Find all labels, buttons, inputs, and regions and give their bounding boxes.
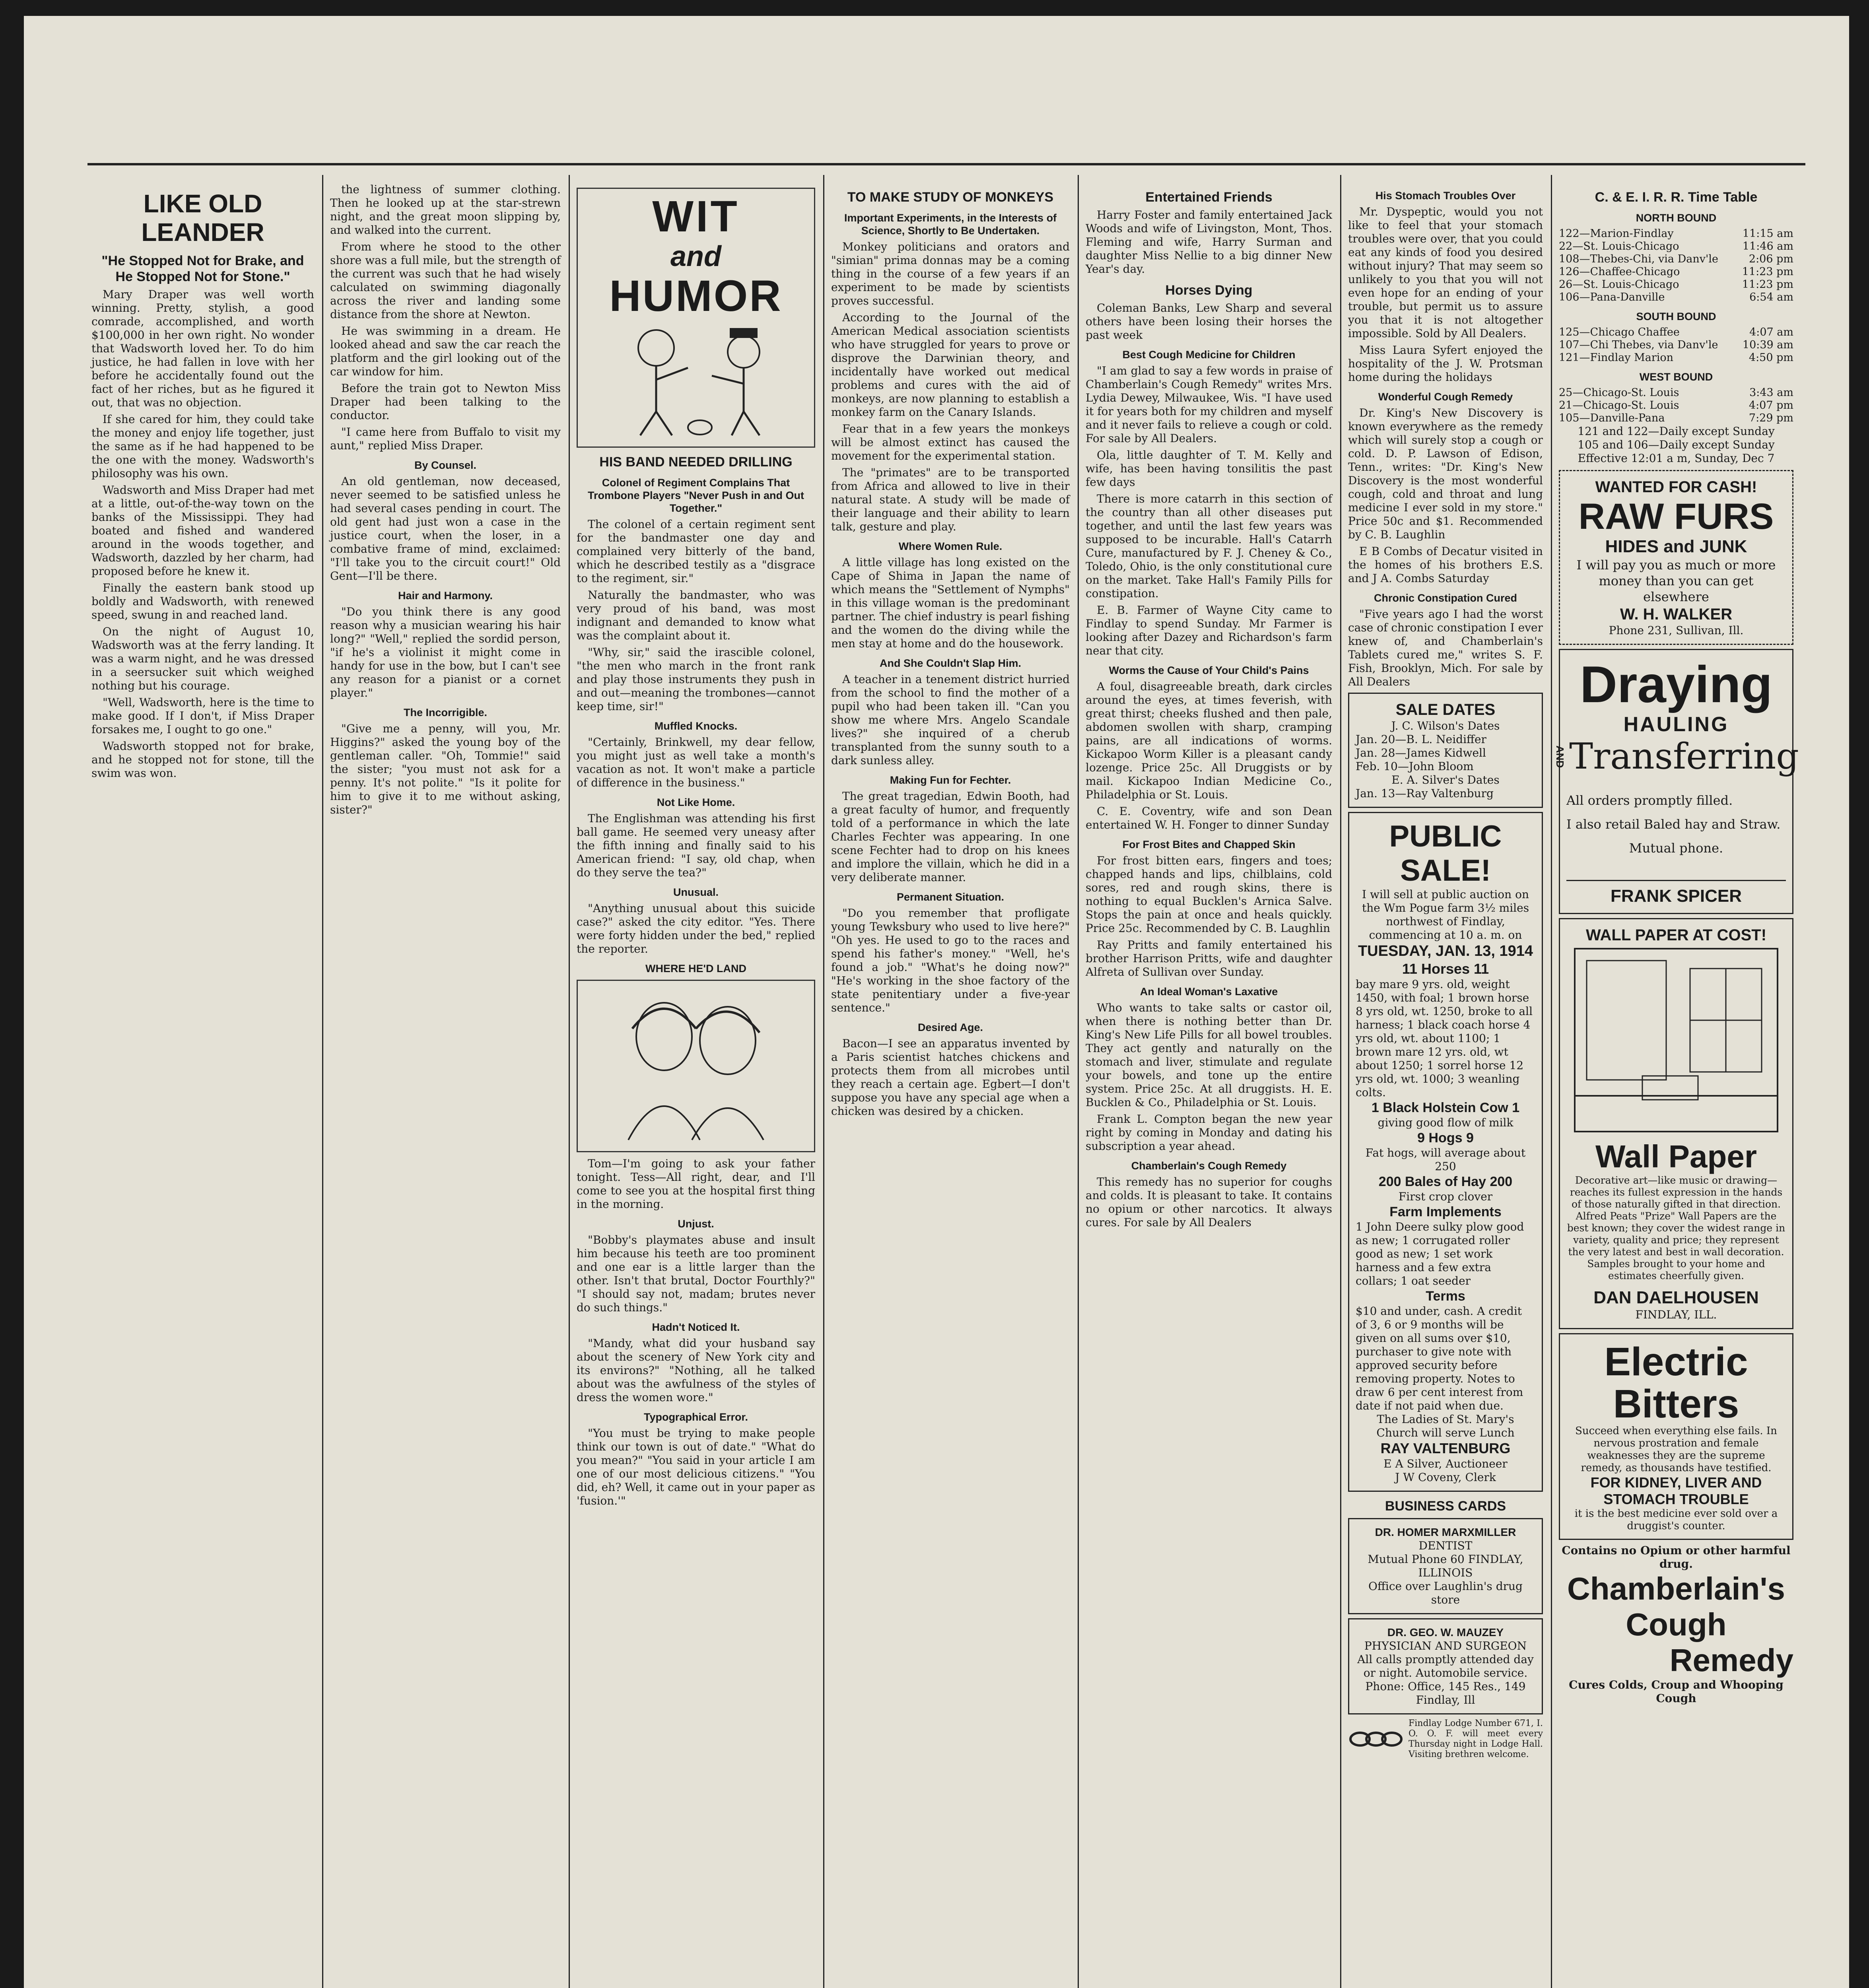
train-name: 21—Chicago-St. Louis [1559,399,1679,412]
wall-town: FINDLAY, ILL. [1635,1308,1717,1321]
paragraph: The Englishman was attending his first ball game. He seemed very uneasy after the fifth inning and finally said to his American friend: "I say, old chap, when do they serve the tea?" [577,812,815,879]
cham-title: Remedy [1669,1642,1793,1678]
transferring-row [1554,736,1799,777]
card-office: Office over Laughlin's drug store [1368,1580,1523,1606]
card-title: PHYSICIAN AND SURGEON [1364,1639,1527,1652]
section-heading: Unusual. [673,886,719,898]
paragraph: "Why, sir," said the irascible colonel, "the men who march in the front rank and play those instruments they push in and out—meaning the trombones—cannot keep time, sir!" [577,646,815,713]
timetable-section: NORTH BOUND [1636,212,1717,224]
train-name: 25—Chicago-St. Louis [1559,386,1679,399]
section-heading: Permanent Situation. [896,891,1004,903]
column-3 [577,183,815,1988]
table-row [1559,266,1793,278]
public-sale-item: 200 Bales of Hay 200 [1378,1174,1513,1189]
column-7 [1554,183,1799,1988]
elec-text: it is the best medicine ever sold over a druggist's counter. [1574,1508,1778,1532]
column-2 [330,183,561,1988]
wall-title: Wall Paper [1595,1139,1757,1174]
elec-for: FOR KIDNEY, LIVER AND STOMACH TROUBLE [1590,1474,1762,1507]
table-row [1559,351,1793,364]
and-vertical: AND [1554,745,1566,768]
section-heading: Unjust. [678,1218,714,1230]
section-heading: And She Couldn't Slap Him. [880,657,1021,669]
train-time: 4:07 pm [1749,399,1793,412]
article-title: LIKE OLD LEANDER [141,189,264,247]
section-heading: By Counsel. [414,459,477,471]
paragraph: Mr. Dyspeptic, would you not like to feel that your stomach troubles were over, that you could eat any kinds of food you desired without injury? That may seem so unlikely to you that you will not even hope for an ending of your trouble, but permit us to assure you that it is not altogether impossible. Sold by All Dealers. [1348,205,1543,340]
paragraph: On the night of August 10, Wadsworth was at the ferry landing. It was a warm night, and he was dressed in a seersucker suit which weighed nothing but his courage. [91,625,314,692]
raw-furs-ad [1559,470,1793,645]
public-sale-text: 1 John Deere sulky plow good as new; 1 corrugated roller good as new; 1 set work harness and a few extra collars; 1 oat seeder [1356,1220,1524,1287]
table-row [1559,253,1793,266]
timetable-section: WEST BOUND [1639,371,1713,383]
train-name: 125—Chicago Chaffee [1559,326,1680,338]
train-time: 4:50 pm [1749,351,1793,364]
business-card [1348,1618,1543,1714]
timetable-note: 105 and 106—Daily except Sunday [1578,438,1775,451]
elec-text: Succeed when everything else fails. In nervous prostration and female weaknesses they are the supreme remedy, as thousands have testified. [1575,1425,1777,1474]
train-name: 106—Pana-Danville [1559,291,1665,303]
timetable-section: SOUTH BOUND [1636,311,1716,322]
paragraph: The "primates" are to be transported from Africa and allowed to live in their natural state. A study will be made of their language and their ability to learn talk, gesture and play. [831,466,1070,533]
table-row [1559,227,1793,240]
paragraph: "I came here from Buffalo to visit my aunt," replied Miss Draper. [330,425,561,452]
section-heading: Entertained Friends [1145,190,1273,205]
train-name: 122—Marion-Findlay [1559,227,1674,240]
card-name: DR. HOMER MARXMILLER [1375,1526,1516,1538]
paragraph: Tom—I'm going to ask your father tonight. Tess—All right, dear, and I'll come to see you at the hospital first thing in the morning. [577,1157,815,1211]
cartoon-caption: HIS BAND NEEDED DRILLING [599,454,793,470]
timetable-note: 121 and 122—Daily except Sunday [1578,425,1775,438]
train-time: 11:23 pm [1742,278,1793,291]
public-sale-auctioneer: E A Silver, Auctioneer [1383,1457,1508,1470]
cham-title: Cough [1626,1607,1727,1642]
lodge-notice [1348,1718,1543,1760]
card-name: DR. GEO. W. MAUZEY [1387,1626,1504,1639]
train-name: 22—St. Louis-Chicago [1559,240,1679,252]
train-name: 107—Chi Thebes, via Danv'le [1559,339,1718,351]
paragraph: "Bobby's playmates abuse and insult him because his teeth are too prominent and one ear is a little larger than the other. Isn't that brutal, Doctor Fourthly?" "I should say not, madam; brutes never do such things." [577,1233,815,1314]
hauling-title: HAULING [1623,713,1729,736]
card-info: Mutual Phone 60 FINDLAY, ILLINOIS [1368,1553,1523,1579]
paragraph: An old gentleman, now deceased, never seemed to be satisfied unless he had several cases pending in court. The old gent had just won a case in the justice court, when the loser, in a combative frame of mind, exclaimed: "I'll take you to the circuit court!" Old Gent—I'll be there. [330,475,561,582]
draying-owner: FRANK SPICER [1566,880,1786,907]
section-heading: His Stomach Troubles Over [1375,190,1516,202]
paragraph: Dr. King's New Discovery is known everywhere as the remedy which will surely stop a cough or cold. D. P. Lawson of Edison, Tenn., writes: "Dr. King's New Discovery is the most wonderful cough, cold and throat and lung medicine I ever sold in my store." Price 50c and $1. Recommended by C. B. Laughlin [1348,406,1543,541]
paragraph: A teacher in a tenement district hurried from the school to find the mother of a pupil who had been taken ill. "Can you show me where Mrs. Angelo Scandale lives?" she inquired of a cherub transplanted from the sunny south to a dark sunless alley. [831,673,1070,767]
public-sale-item: Terms [1426,1289,1465,1304]
train-time: 11:46 am [1742,240,1793,252]
section-heading: Worms the Cause of Your Child's Pains [1109,664,1309,676]
masthead-word: and [670,241,721,272]
section-heading: Chamberlain's Cough Remedy [1131,1160,1287,1172]
paragraph: For frost bitten ears, fingers and toes; chapped hands and lips, chilblains, cold sores, red and rough skins, there is nothing to equal Bucklen's Arnica Salve. Stops the pain at once and heals quickly. Price 25c. Recommended by C. B. Laughlin [1086,854,1332,935]
public-sale-item: 9 Hogs 9 [1417,1130,1474,1145]
public-sale-owner: RAY VALTENBURG [1380,1440,1511,1456]
paragraph: Coleman Banks, Lew Sharp and several others have been losing their horses the past week [1086,301,1332,342]
train-time: 11:23 pm [1742,266,1793,278]
paragraph: Ola, little daughter of T. M. Kelly and wife, has been having tonsilitis the past few days [1086,448,1332,489]
section-heading: WHERE HE'D LAND [645,963,746,975]
column-rule [569,175,570,1988]
train-name: 121—Findlay Marion [1559,351,1674,364]
public-sale-item: 1 Black Holstein Cow 1 [1371,1100,1520,1115]
section-heading: The Incorrigible. [403,707,488,718]
timetable-west [1559,386,1793,425]
public-sale-clerk: J W Coveny, Clerk [1395,1471,1496,1484]
opium-note: Contains no Opium or other harmful drug. [1562,1544,1791,1571]
furs-title: RAW FURS [1578,496,1774,537]
paragraph: Wadsworth and Miss Draper had met at a little, out-of-the-way town on the banks of the Mississippi. They had boated and fished and wandered around in the woods together, and Wadsworth, dazzled by her charm, had proposed before he knew it. [91,483,314,578]
article-subtitle: "He Stopped Not for Brake, and He Stopped Not for Stone." [101,253,304,284]
section-heading: An Ideal Woman's Laxative [1140,986,1278,998]
paragraph: E B Combs of Decatur visited in the homes of his brothers E.S. and J A. Combs Saturday [1348,545,1543,585]
couple-illustration [577,980,815,1152]
paragraph: The colonel of a certain regiment sent for the bandmaster one day and complained very bitterly of the band, which he described testily as a "disgrace to the regiment, sir." [577,518,815,585]
train-name: 108—Thebes-Chi, via Danv'le [1559,253,1718,265]
column-rule [322,175,323,1988]
timetable-north [1559,227,1793,304]
electric-bitters-ad [1559,1333,1793,1540]
furs-head: WANTED FOR CASH! [1595,478,1757,496]
paragraph: Finally the eastern bank stood up boldly and Wadsworth, with renewed speed, swung in and reached land. [91,581,314,621]
section-heading: Where Women Rule. [898,540,1002,552]
column-rule [1078,175,1079,1988]
public-sale-date: TUESDAY, JAN. 13, 1914 [1358,943,1533,959]
cham-tagline: Cures Colds, Croup and Whooping Cough [1569,1678,1784,1705]
wall-head: WALL PAPER AT COST! [1585,926,1767,944]
public-sale-item: 11 Horses 11 [1402,961,1489,977]
section-heading: Making Fun for Fechter. [890,774,1011,786]
train-time: 3:43 am [1749,386,1793,399]
paragraph: "Do you remember that profligate young Tewksbury who used to live here?" "Oh yes. He used to go to the races and spend his father's money." "Well, he's found a job." "What's he doing now?" "He's working in the shoe factory of the state penitentiary under a five-year sentence." [831,907,1070,1014]
train-time: 10:39 am [1742,339,1793,351]
lodge-text: Findlay Lodge Number 671, I. O. O. F. will meet every Thursday night in Lodge Hall. Visiting brethren welcome. [1409,1718,1543,1759]
section-heading: For Frost Bites and Chapped Skin [1122,839,1296,850]
public-sale-text: The Ladies of St. Mary's Church will serve Lunch [1376,1413,1515,1439]
section-heading: Horses Dying [1165,283,1253,298]
table-row [1559,399,1793,412]
business-card [1348,1518,1543,1614]
public-sale-text: Fat hogs, will average about 250 [1365,1146,1526,1173]
public-sale-text: $10 and under, cash. A credit of 3, 6 or 9 months will be given on all sums over $10, purchaser to give note with approved security before removing property. Notes to draw 6 per cent interest from date if not paid when due. [1356,1305,1523,1412]
wall-name: DAN DAELHOUSEN [1593,1288,1759,1307]
public-sale-text: giving good flow of milk [1377,1116,1513,1129]
timetable-south [1559,326,1793,364]
table-row [1559,326,1793,339]
column-6 [1348,183,1543,1988]
column-rule [823,175,824,1988]
paragraph: "Mandy, what did your husband say about the scenery of New York city and its environs?" "Nothing, all he talked about was the awfulness of the styles of dress the women wore." [577,1337,815,1404]
paragraph: "Certainly, Brinkwell, my dear fellow, you might just as well take a month's vacation as not. It won't make a particle of difference in the business." [577,736,815,789]
paragraph: Frank L. Compton began the new year right by coming in Monday and dating his subscription a year ahead. [1086,1112,1332,1153]
newspaper-page [24,16,1849,1988]
paragraph: "Give me a penny, will you, Mr. Higgins?" asked the young boy of the gentleman caller. "Oh, Tommie!" said the sister; "you must not ask for a penny. It's not polite." "Is it polite for him to give it to me without asking, sister?" [330,722,561,816]
sale-date-line: Jan. 13—Ray Valtenburg [1356,787,1494,800]
train-time: 11:15 am [1742,227,1793,240]
wall-text: Decorative art—like music or drawing—reaches its fullest expression in the hands of those naturally gifted in that direction. Alfred Peats "Prize" Wall Papers are the best known; they cover the widest range in variety, quality and price; they represent the very latest and best in wall decoration. Samples brought to your home and estimates cheerfully given. [1567,1175,1785,1281]
train-time: 4:07 am [1749,326,1793,338]
card-title: DENTIST [1418,1539,1473,1552]
wit-and-humor-masthead [577,188,815,448]
section-heading: Hadn't Noticed It. [652,1321,740,1333]
table-row [1559,291,1793,304]
paragraph: Mary Draper was well worth winning. Pretty, stylish, a good comrade, accomplished, and worth $100,000 in her own right. No wonder that Wadsworth loved her. To do him justice, he had fallen in love with her before he accidentally found out the fact of her riches, but as he figured it out, that was no objection. [91,288,314,409]
wall-paper-ad [1559,918,1793,1329]
furs-phone: Phone 231, Sullivan, Ill. [1609,624,1744,637]
paragraph: Miss Laura Syfert enjoyed the hospitality of the J. W. Protsman home during the holidays [1348,344,1543,384]
paragraph: Wadsworth stopped not for brake, and he stopped not for stone, till the swim was won. [91,740,314,780]
paragraph: C. E. Coventry, wife and son Dean entertained W. H. Fonger to dinner Sunday [1086,805,1332,831]
table-row [1559,240,1793,253]
draying-text: All orders promptly filled. [1566,793,1733,808]
section-heading: Desired Age. [917,1021,983,1033]
section-heading: Typographical Error. [643,1411,748,1423]
room-interior-illustration [1571,945,1782,1136]
paragraph: Who wants to take salts or castor oil, when there is nothing better than Dr. King's New Life Pills for all bowel troubles. They act gently and naturally on the stomach and liver, stimulate and regulate your bowels, and tone up the entire system. Price 25c. At all druggists. H. E. Bucklen & Co., Philadelphia or St. Louis. [1086,1001,1332,1109]
paragraph: He was swimming in a dream. He looked ahead and saw the car reach the platform and the girl looking out of the car window for him. [330,324,561,378]
sale-date-line: Jan. 28—James Kidwell [1356,746,1486,759]
furs-name: W. H. WALKER [1620,606,1733,623]
public-sale-text: bay mare 9 yrs. old, weight 1450, with foal; 1 brown horse 8 yrs old, wt. 1250, broke to all harness; 1 black coach horse 4 yrs old, wt. about 1100; 1 brown mare 12 yrs. old, wt about 1250; 1 sorrel horse 12 yrs old, wt. 1000; 3 weanling colts. [1356,978,1533,1099]
train-time: 7:29 pm [1749,412,1793,424]
column-1 [91,183,314,1988]
cham-title: Chamberlain's [1567,1571,1785,1606]
public-sale-intro: I will sell at public auction on the Wm Pogue farm 3½ miles northwest of Findlay, commencing at 10 a. m. on [1362,888,1529,942]
draying-ad [1554,649,1799,914]
train-name: 126—Chaffee-Chicago [1559,266,1680,278]
article-deck: Colonel of Regiment Complains That Trombone Players "Never Push in and Out Together." [588,477,804,514]
sale-dates-title: SALE DATES [1395,701,1496,718]
section-heading: Best Cough Medicine for Children [1122,349,1296,361]
public-sale-ad [1348,812,1543,1492]
sale-dates-heading: J. C. Wilson's Dates [1391,719,1500,732]
section-heading: Muffled Knocks. [654,720,738,732]
furs-text: I will pay you as much or more money than you can get elsewhere [1576,557,1776,604]
table-row [1559,278,1793,291]
train-time: 6:54 am [1749,291,1793,303]
draying-text: Mutual phone. [1629,841,1723,856]
column-rule [1551,175,1552,1988]
paragraph: A little village has long existed on the Cape of Shima in Japan the name of which means the "Settlement of Nymphs" in this village woman is the predominant partner. The chief industry is pearl fishing and the women do the diving while the men stay at home and do the housework. [831,556,1070,650]
paragraph: Naturally the bandmaster, who was very proud of his band, was most indignant and demanded to know what was the complaint about it. [577,588,815,642]
section-heading: Not Like Home. [657,796,735,808]
card-info: All calls promptly attended day or night. Automobile service. [1357,1653,1534,1679]
public-sale-text: First crop clover [1398,1190,1493,1203]
masthead-word: HUMOR [609,272,783,320]
paragraph: Harry Foster and family entertained Jack Woods and wife of Livingston, Mont, Thos. Fleming and wife, Harry Surman and daughter Miss Nellie to a big dinner New Year's day. [1086,208,1332,276]
paragraph: "You must be trying to make people think our town is out of date." "What do you mean?" "You said in your article I am one of our most delicious citizens." "You did, eh? Well, it came out in your paper as 'fusion.'" [577,1427,815,1507]
section-heading: Wonderful Cough Remedy [1378,391,1513,403]
masthead-word: WIT [652,192,740,241]
sale-dates-box [1348,693,1543,808]
paragraph: Bacon—I see an apparatus invented by a Paris scientist hatches chickens and protects them from all microbes until they reach a certain age. Egbert—I don't suppose you have any special age when a chicken was desired by a chicken. [831,1037,1070,1118]
sale-date-line: Jan. 20—B. L. Neidiffer [1356,733,1486,746]
paragraph: If she cared for him, they could take the money and enjoy life together, just the same as if he had happened to be the one with the money. Wadsworth's philosophy was his own. [91,413,314,480]
column-5 [1086,183,1332,1988]
paragraph: "Five years ago I had the worst case of chronic constipation I ever knew of, and Chamberlain's Tablets cured me," writes S. F. Fish, Brooklyn, Mich. For sale by All Dealers [1348,608,1543,688]
column-rule [1340,175,1341,1988]
paragraph: From where he stood to the other shore was a full mile, but the strength of the current was such that he had wisely calculated on swimming diagonally across the river and landing some distance from the shore at Newton. [330,240,561,321]
timetable-title: C. & E. I. R. R. Time Table [1595,190,1758,205]
paragraph: Fear that in a few years the monkeys will be almost extinct has caused the movement for the experimental station. [831,422,1070,462]
article-title: TO MAKE STUDY OF MONKEYS [847,190,1054,205]
cartoon-figures-illustration [585,320,807,439]
column-4 [831,183,1070,1988]
paragraph: There is more catarrh in this section of the country than all other diseases put together, and until the last few years was supposed to be incurable. Hall's Catarrh Cure, manufactured by F. J. Cheney & Co., Toledo, Ohio, is the only constitutional cure on the market. Take Hall's Family Pills for constipation. [1086,492,1332,600]
paragraph: A foul, disagreeable breath, dark circles around the eyes, at times feverish, with great thirst; cheeks flushed and then pale, abdomen swollen with sharp, cramping pains, are all indications of worms. Kickapoo Worm Killer is a pleasant candy lozenge. Price 25c. All Druggists or by mail. Kickapoo Indian Medicine Co., Philadelphia or St. Louis. [1086,680,1332,801]
train-name: 105—Danville-Pana [1559,412,1665,424]
paragraph: "Well, Wadsworth, here is the time to make good. If I don't, if Miss Draper forsakes me, I ought to go one." [91,696,314,736]
business-cards-title: BUSINESS CARDS [1385,1499,1506,1514]
table-row [1559,386,1793,399]
table-row [1559,412,1793,425]
paragraph: Monkey politicians and orators and "simian" prima donnas may be a coming thing in the course of a few years if an experiment to be made by scientists proves successful. [831,240,1070,307]
furs-sub: HIDES and JUNK [1605,537,1747,556]
public-sale-item: Farm Implements [1389,1204,1502,1219]
public-sale-title: PUBLIC SALE! [1389,819,1502,887]
elec-title: Electric [1604,1340,1748,1384]
paragraph: According to the Journal of the American Medical association scientists who have struggled for years to prove or disprove the Darwinian theory, and incidentally have worked out medical problems and cures with the aid of monkeys, are now planning to establish a monkey farm on the Canary Islands. [831,311,1070,419]
paragraph: Before the train got to Newton Miss Draper had been talking to the conductor. [330,382,561,422]
paragraph: This remedy has no superior for coughs and colds. It is pleasant to take. It contains no opium or other narcotics. It always cures. For sale by All Dealers [1086,1175,1332,1229]
timetable-note: Effective 12:01 a m, Sunday, Dec 7 [1578,452,1775,465]
train-name: 26—St. Louis-Chicago [1559,278,1679,291]
elec-title: Bitters [1613,1382,1739,1426]
train-time: 2:06 pm [1749,253,1793,265]
section-heading: Chronic Constipation Cured [1374,592,1517,604]
chain-links-icon [1348,1725,1404,1753]
sale-dates-heading: E. A. Silver's Dates [1391,773,1500,786]
paragraph: the lightness of summer clothing. Then he looked up at the star-strewn night, and the great moon slipping by, and walked into the current. [330,183,561,237]
draying-title: Draying [1580,655,1772,713]
section-heading: Hair and Harmony. [398,590,493,602]
transferring-title: Transferring [1569,736,1799,777]
paragraph: "I am glad to say a few words in praise of Chamberlain's Cough Remedy" writes Mrs. Lydia Dewey, Milwaukee, Wis. "I have used it for years both for my children and myself and it never fails to relieve a cough or cold. For sale by All Dealers. [1086,364,1332,445]
paragraph: E. B. Farmer of Wayne City came to Findlay to spend Sunday. Mr Farmer is looking after Dazey and Richardson's farm near that city. [1086,604,1332,657]
sale-date-line: Feb. 10—John Bloom [1356,760,1474,773]
table-row [1559,339,1793,351]
paragraph: Ray Pritts and family entertained his brother Harrison Pritts, wife and daughter Alfreta of Sullivan over Sunday. [1086,938,1332,978]
card-phone: Phone: Office, 145 Res., 149 Findlay, Ill [1365,1680,1526,1706]
article-deck: Important Experiments, in the Interests of Science, Shortly to Be Undertaken. [844,212,1057,237]
paragraph: "Anything unusual about this suicide case?" asked the city editor. "Yes. There were forty hidden under the bed," replied the reporter. [577,902,815,955]
paragraph: The great tragedian, Edwin Booth, had a great faculty of humor, and frequently told of a performance in which the late Charles Fechter was appearing. In one scene Fechter had to drop on his knees and implore the villain, which he did in a very deliberate manner. [831,790,1070,884]
draying-text: I also retail Baled hay and Straw. [1566,817,1781,832]
paragraph: "Do you think there is any good reason why a musician wearing his hair long?" "Well," replied the sordid person, "if he's a violinist it might come in handy for use in the bow, but I can't see any reason for a pianist or a cornet player." [330,605,561,699]
top-rule [87,163,1805,165]
